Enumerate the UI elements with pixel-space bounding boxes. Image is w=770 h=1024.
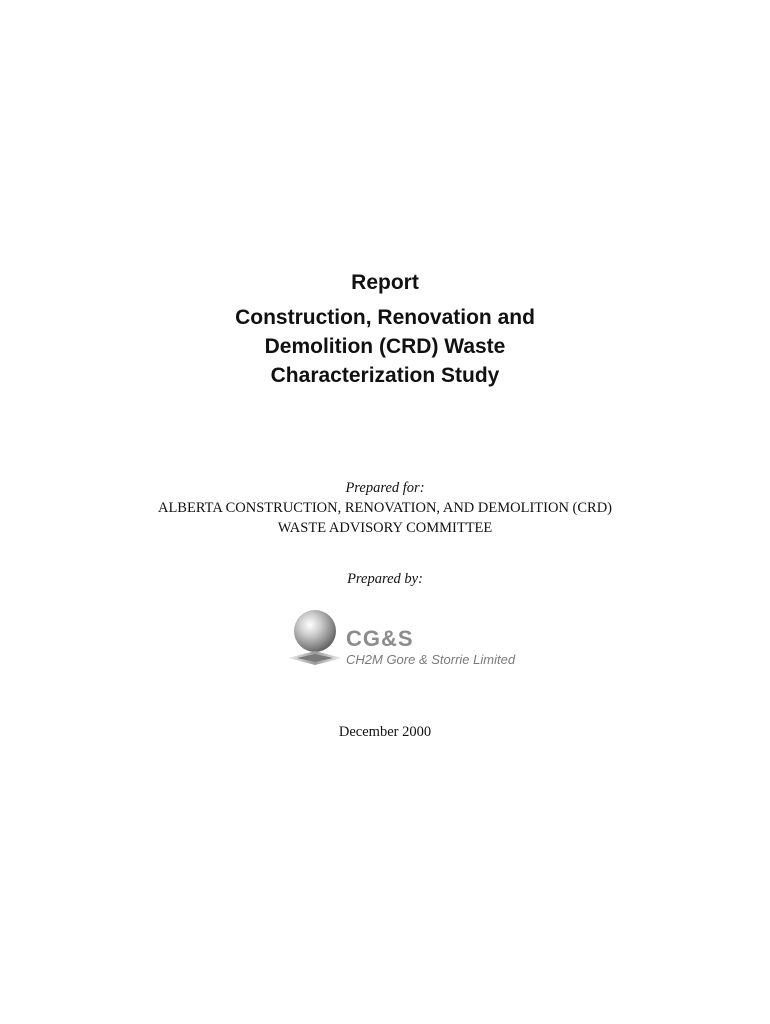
report-heading: Report: [351, 271, 419, 294]
client-line-2: WASTE ADVISORY COMMITTEE: [277, 520, 493, 536]
logo-company-name: CH2M Gore & Storrie Limited: [346, 652, 516, 667]
report-date: December 2000: [338, 724, 432, 740]
logo-abbreviation: CG&S: [346, 626, 414, 651]
client-line-1: ALBERTA CONSTRUCTION, RENOVATION, AND DEMOLITION (CRD): [157, 500, 613, 516]
sphere-logo-icon: [285, 607, 347, 671]
prepared-for-label: Prepared for:: [345, 480, 425, 496]
title-block: [0, 268, 770, 390]
prepared-by-label: Prepared by:: [347, 571, 423, 587]
title-line-1: Construction, Renovation and: [235, 306, 535, 329]
title-line-2: Demolition (CRD) Waste: [264, 335, 506, 358]
company-logo: [285, 607, 525, 679]
title-line-3: Characterization Study: [270, 364, 500, 387]
prepared-for-block: [0, 478, 770, 538]
